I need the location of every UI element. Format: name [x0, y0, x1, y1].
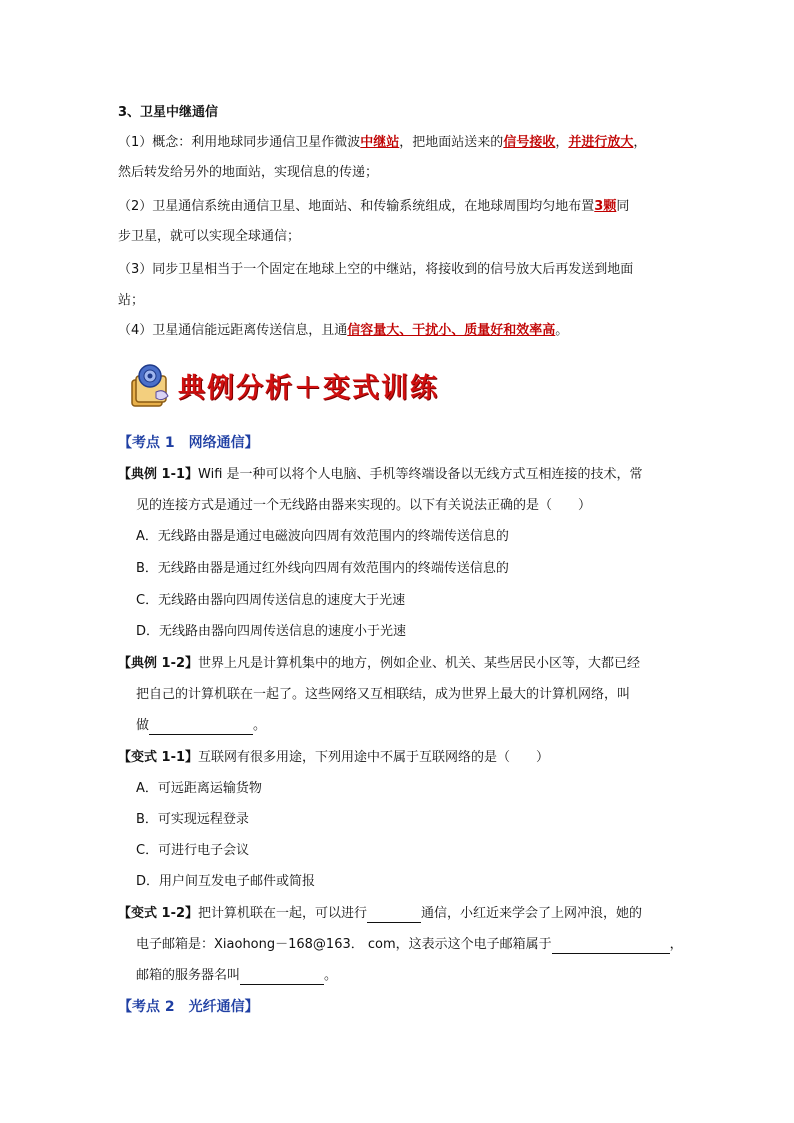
- answer-blank[interactable]: [552, 939, 670, 954]
- section-3-title: 3、卫星中继通信: [118, 105, 219, 120]
- example-1-2-line-3: [136, 717, 266, 735]
- variant-1-2-text-d: ，: [669, 937, 683, 952]
- variant-1-2-text-e: 邮箱的服务器名叫: [136, 968, 241, 983]
- para-3-continued: 站；: [118, 293, 145, 308]
- example-1-1-option-b: B．无线路由器是通过红外线向四周有效范围内的终端传送信息的: [136, 561, 509, 576]
- variant-1-1-option-c: C．可进行电子会议: [136, 843, 250, 858]
- example-1-2-tag: 【典例 1-2】: [118, 656, 199, 671]
- variant-1-1-option-a: A．可远距离运输货物: [136, 781, 262, 796]
- highlight-signal-receive: 信号接收: [503, 135, 556, 150]
- para-1-text-c: ，把地面站送来的: [399, 135, 504, 150]
- variant-1-1-line-1: [118, 749, 549, 767]
- variant-1-2-line-1: [118, 905, 642, 923]
- para-4-text-c: 。: [555, 323, 569, 338]
- highlight-amplify: 并进行放大: [568, 135, 634, 150]
- variant-1-2-text-a: 把计算机联在一起，可以进行: [198, 906, 368, 921]
- example-1-1-option-d: D．无线路由器向四周传送信息的速度小于光速: [136, 624, 407, 639]
- variant-1-1-option-d: D．用户间互发电子邮件或简报: [136, 874, 316, 889]
- answer-blank[interactable]: [367, 908, 421, 923]
- para-2-continued: 步卫星，就可以实现全球通信；: [118, 229, 301, 244]
- variant-1-2-tag: 【变式 1-2】: [118, 906, 199, 921]
- para-1-continued: 然后转发给另外的地面站，实现信息的传递；: [118, 165, 379, 180]
- example-1-2-line-2: 把自己的计算机联在一起了。这些网络又互相联结，成为世界上最大的计算机网络，叫: [136, 687, 631, 702]
- variant-1-2-line-3: [136, 967, 337, 985]
- example-1-1-line-2: 见的连接方式是通过一个无线路由器来实现的。以下有关说法正确的是（ ）: [136, 498, 592, 513]
- example-1-1-option-c: C．无线路由器向四周传送信息的速度大于光速: [136, 593, 406, 608]
- example-1-2-text-b: 。: [253, 718, 267, 733]
- highlight-advantages: 信容量大、干扰小、质量好和效率高: [347, 323, 556, 338]
- para-3: （3）同步卫星相当于一个固定在地球上空的中继站，将接收到的信号放大后再发送到地面: [118, 262, 634, 277]
- example-1-2-line-1: [118, 655, 640, 673]
- example-1-1-text: Wifi 是一种可以将个人电脑、手机等终端设备以无线方式互相连接的技术，常: [198, 467, 643, 482]
- para-1-text-a: （1）概念：利用地球同步通信卫星作微波: [118, 135, 361, 150]
- kaodian-2-heading: 【考点 2 光纤通信】: [118, 999, 259, 1015]
- para-4: [118, 322, 568, 340]
- para-2-text-c: 同: [616, 199, 630, 214]
- example-1-2-text-a: 做: [136, 718, 150, 733]
- example-1-1-tag: 【典例 1-1】: [118, 467, 199, 482]
- para-2: [118, 198, 629, 216]
- example-1-2-text: 世界上凡是计算机集中的地方，例如企业、机关、某些居民小区等，大都已经: [198, 656, 641, 671]
- section-banner: [126, 362, 446, 410]
- para-1: [118, 134, 646, 152]
- para-2-text-a: （2）卫星通信系统由通信卫星、地面站、和传输系统组成，在地球周围均匀地布置: [118, 199, 595, 214]
- answer-blank[interactable]: [149, 720, 253, 735]
- example-1-1-option-a: A．无线路由器是通过电磁波向四周有效范围内的终端传送信息的: [136, 529, 509, 544]
- variant-1-2-text-b: 通信，小红近来学会了上网冲浪，她的: [421, 906, 643, 921]
- para-1-text-g: ，: [633, 135, 647, 150]
- variant-1-2-text-c: 电子邮箱是：Xiaohong－168@163． com，这表示这个电子邮箱属于: [136, 937, 552, 952]
- scroll-book-icon: [126, 362, 176, 410]
- variant-1-2-text-f: 。: [324, 968, 338, 983]
- kaodian-1-heading: 【考点 1 网络通信】: [118, 435, 259, 451]
- para-1-text-e: ，: [555, 135, 569, 150]
- highlight-three-satellites: 3颗: [594, 199, 617, 214]
- variant-1-1-tag: 【变式 1-1】: [118, 750, 199, 765]
- variant-1-1-option-b: B．可实现远程登录: [136, 812, 249, 827]
- highlight-relay-station: 中继站: [360, 135, 400, 150]
- example-1-1-line-1: [118, 466, 643, 484]
- variant-1-2-line-2: [136, 936, 683, 954]
- variant-1-1-text: 互联网有很多用途，下列用途中不属于互联网络的是（ ）: [198, 750, 550, 765]
- answer-blank[interactable]: [240, 970, 324, 985]
- banner-title: 典例分析＋变式训练: [178, 373, 439, 404]
- para-4-text-a: （4）卫星通信能远距离传送信息，且通: [118, 323, 348, 338]
